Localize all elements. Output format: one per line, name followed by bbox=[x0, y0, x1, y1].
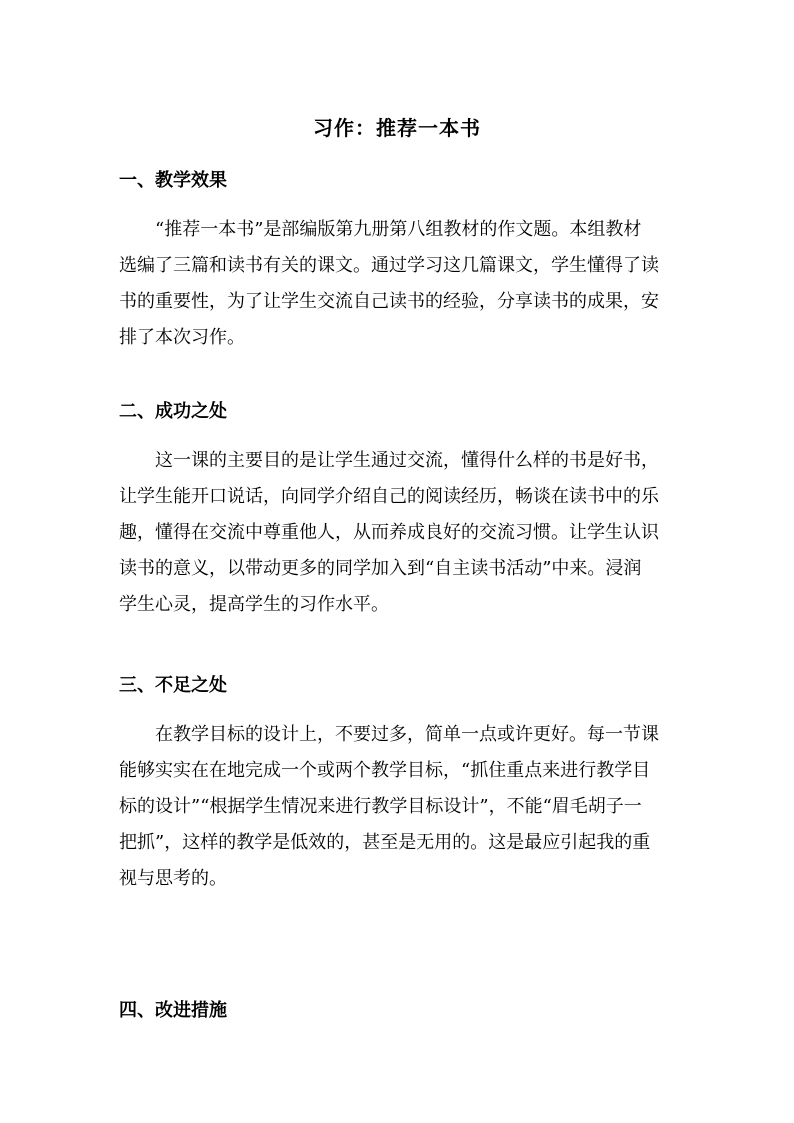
paragraph-line: 把抓”，这样的教学是低效的，甚至是无用的。这是最应引起我的重 bbox=[119, 832, 651, 853]
section-paragraph-effect bbox=[119, 212, 679, 356]
section-heading-improvements: 四、改进措施 bbox=[119, 1000, 227, 1021]
section-heading-shortcomings: 三、不足之处 bbox=[119, 675, 227, 696]
paragraph-line: 这一课的主要目的是让学生通过交流，懂得什么样的书是好书， bbox=[155, 450, 659, 471]
paragraph-line: 让学生能开口说话，向同学介绍自己的阅读经历，畅谈在读书中的乐 bbox=[119, 486, 659, 507]
paragraph-line: 趣，懂得在交流中尊重他人，从而养成良好的交流习惯。让学生认识 bbox=[119, 522, 659, 543]
paragraph-line: 标的设计”“根据学生情况来进行教学目标设计”，不能“眉毛胡子一 bbox=[119, 796, 642, 817]
paragraph-line: 读书的意义，以带动更多的同学加入到“自主读书活动”中来。浸润 bbox=[119, 558, 642, 579]
section-heading-success: 二、成功之处 bbox=[119, 401, 227, 422]
paragraph-line: 能够实实在在地完成一个或两个教学目标，“抓住重点来进行教学目 bbox=[119, 760, 651, 781]
section-paragraph-success bbox=[119, 443, 679, 623]
document-title: 习作：推荐一本书 bbox=[313, 116, 481, 140]
paragraph-line: 学生心灵，提高学生的习作水平。 bbox=[119, 594, 389, 615]
paragraph-line: 在教学目标的设计上，不要过多，简单一点或许更好。每一节课 bbox=[155, 724, 659, 745]
paragraph-line: 排了本次习作。 bbox=[119, 327, 245, 348]
paragraph-line: 视与思考的。 bbox=[119, 868, 227, 889]
section-heading-effect: 一、教学效果 bbox=[119, 170, 227, 191]
paragraph-line: “推荐一本书”是部编版第九册第八组教材的作文题。本组教材 bbox=[155, 219, 642, 240]
paragraph-line: 书的重要性，为了让学生交流自己读书的经验，分享读书的成果，安 bbox=[119, 291, 659, 312]
section-paragraph-shortcomings bbox=[119, 717, 679, 897]
paragraph-line: 选编了三篇和读书有关的课文。通过学习这几篇课文，学生懂得了读 bbox=[119, 255, 659, 276]
